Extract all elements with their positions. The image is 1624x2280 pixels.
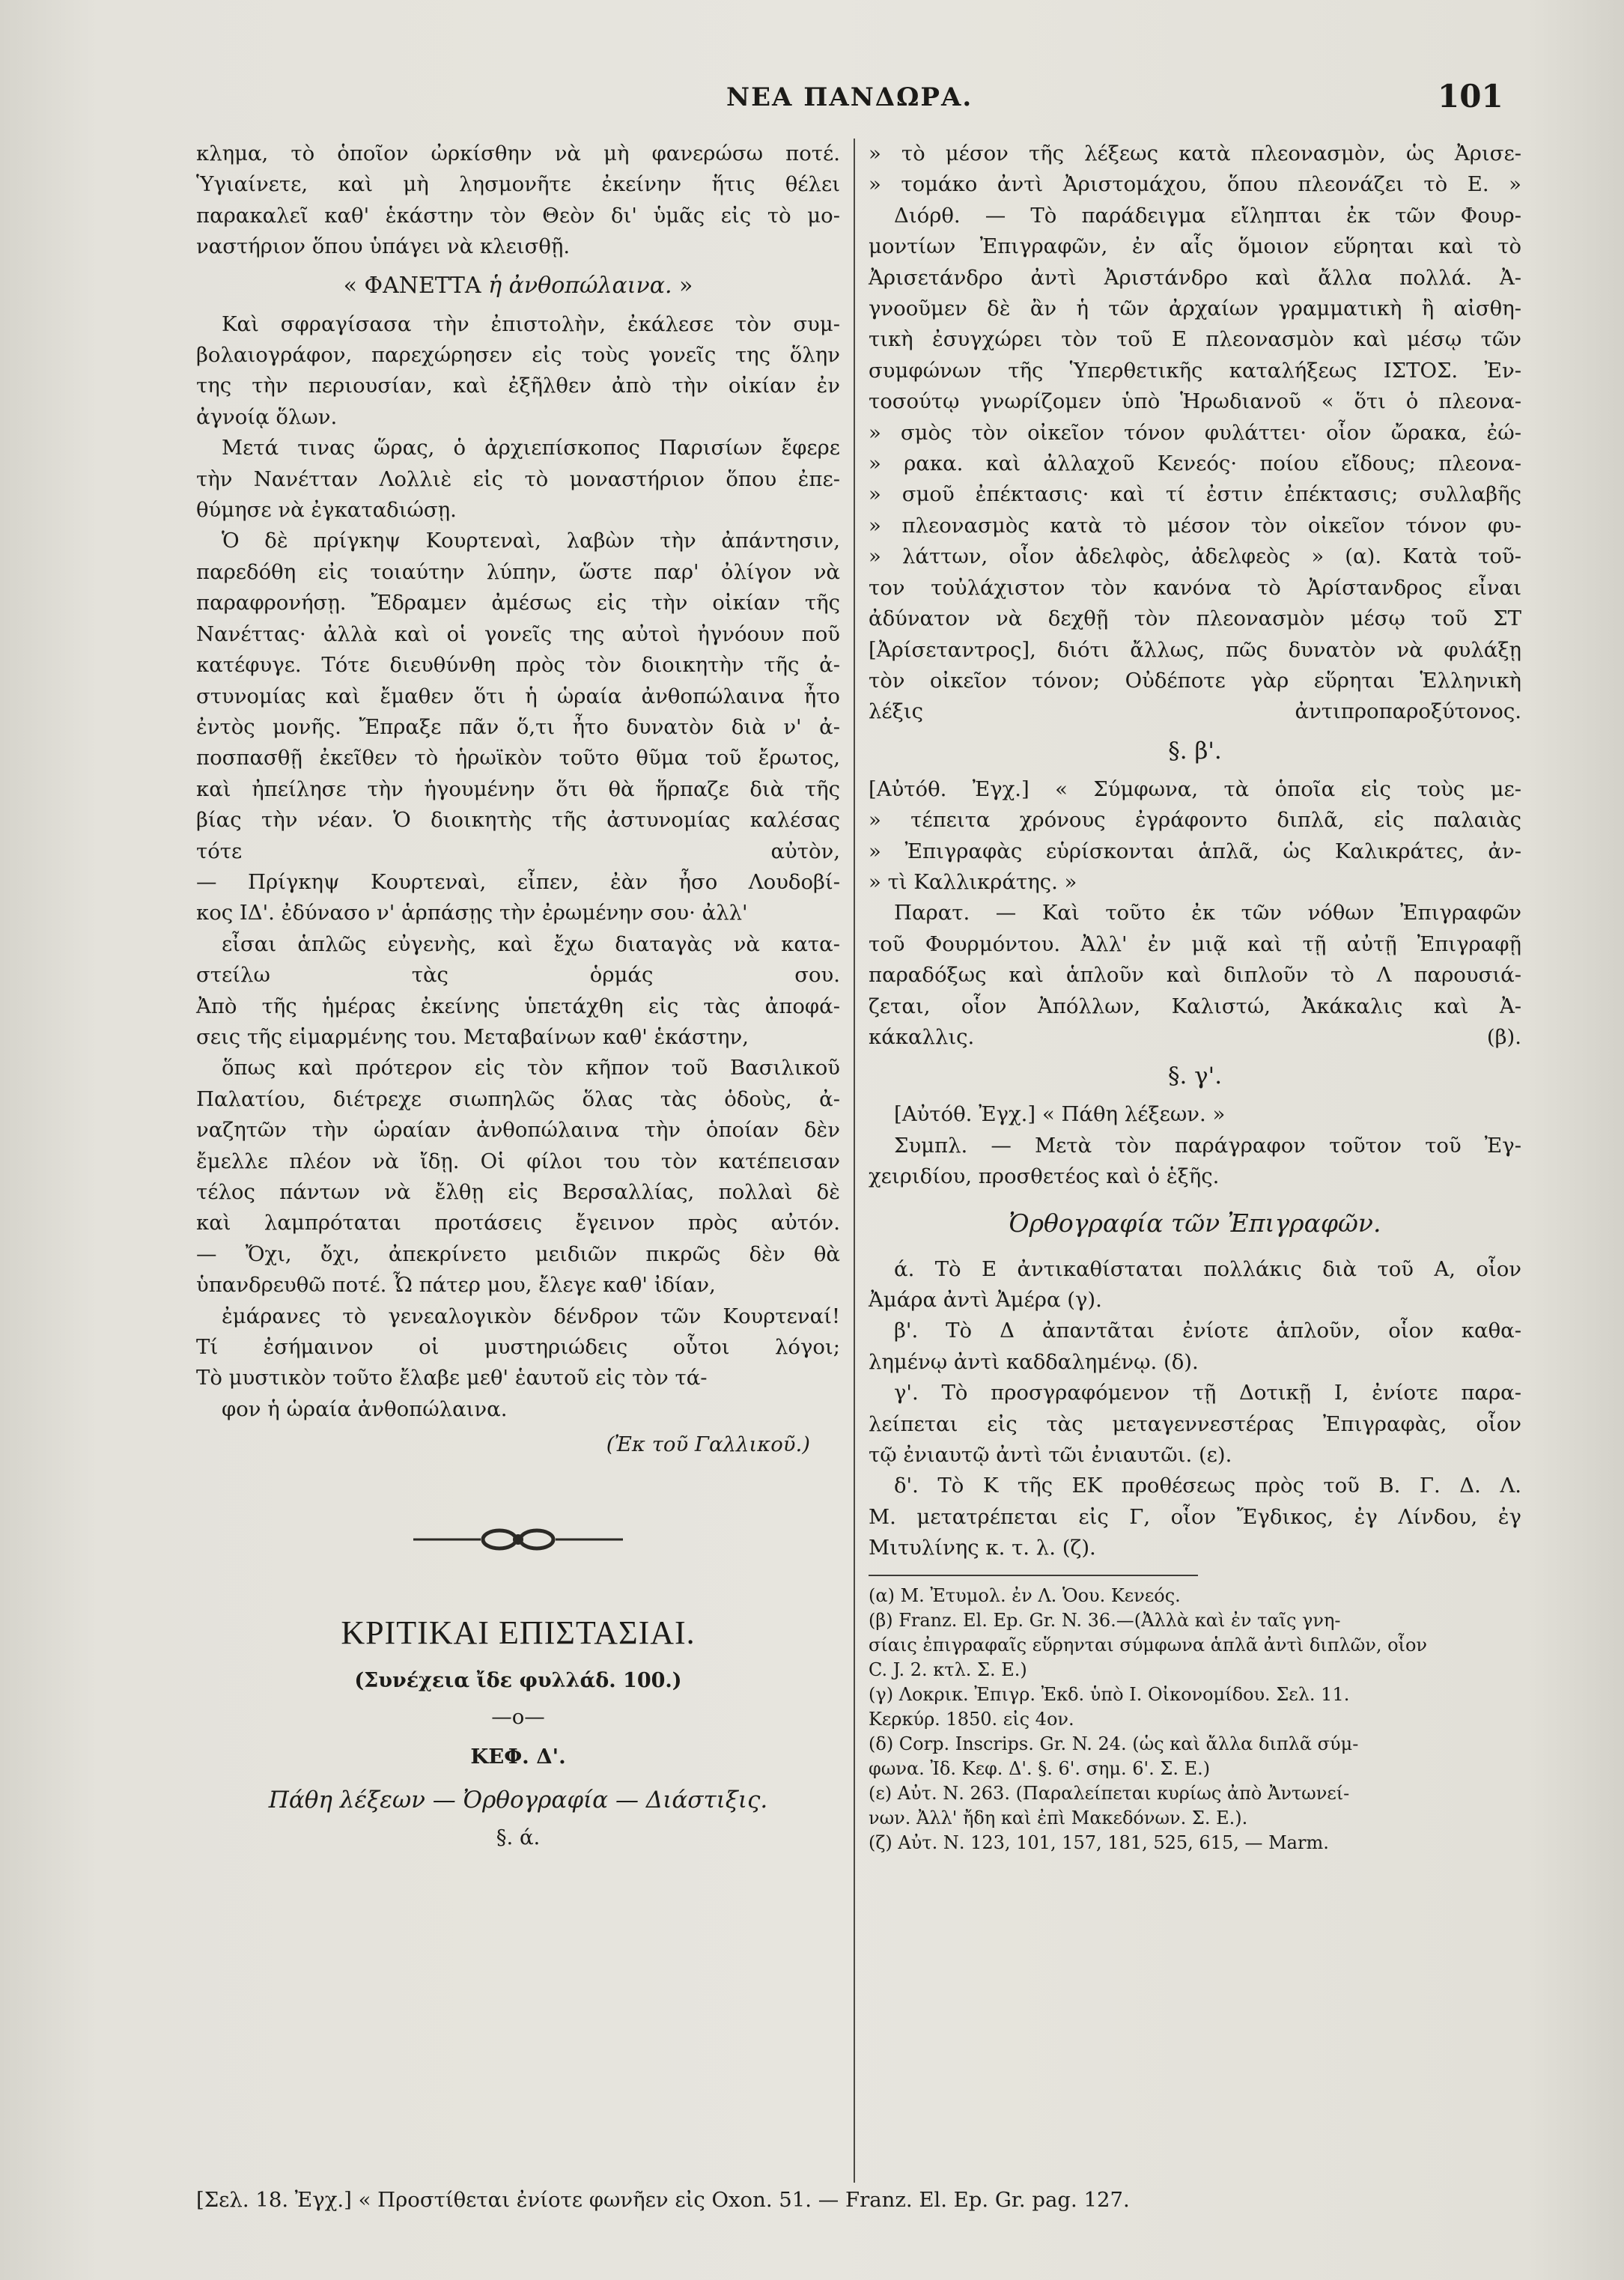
text-line: τον τοὐλάχιστον τὸν κανόνα τὸ Ἀρίστανδρος εἶναι	[869, 575, 1521, 600]
text-line: β'. Τὸ Δ ἀπαντᾶται ἐνίοτε ἁπλοῦν, οἷον καθα-	[894, 1319, 1521, 1343]
section-sign-c: §. γ'.	[1167, 1063, 1223, 1090]
text-line: παραδόξως καὶ ἁπλοῦν καὶ διπλοῦν τὸ Λ παρουσιά-	[869, 963, 1521, 988]
footnote-line: (β) Franz. El. Ep. Gr. N. 36.—(Ἀλλὰ καὶ ἐν ταῖς γνη-	[869, 1609, 1341, 1631]
text-line: της τὴν περιουσίαν, καὶ ἐξῆλθεν ἀπὸ τὴν οἰκίαν ἐν	[196, 374, 840, 398]
text-line: κλημα, τὸ ὁποῖον ὠρκίσθην νὰ μὴ φανερώσω ποτέ.	[196, 142, 840, 165]
text-line: ὅπως καὶ πρότερον εἰς τὸν κῆπον τοῦ Βασιλικοῦ	[222, 1056, 840, 1080]
text-line: Μετά τινας ὥρας, ὁ ἀρχιεπίσκοπος Παρισίων ἔφερε	[222, 436, 840, 460]
text-line: Παλατίου, διέτρεχε σιωπηλῶς ὅλας τὰς ὁδοὺς, ἀ-	[196, 1086, 840, 1111]
text-line: φον ἡ ὡραία ἀνθοπώλαινα.	[222, 1396, 508, 1421]
footnote-line: σίαις ἐπιγραφαῖς εὕρηνται σύμφωνα ἁπλᾶ ἀντὶ διπλῶν, οἷον	[869, 1634, 1427, 1656]
text-line: Ὁ δὲ πρίγκηψ Κουρτεναὶ, λαβὼν τὴν ἀπάντησιν,	[222, 529, 840, 553]
column-divider	[854, 139, 855, 2183]
footnote-rule	[869, 1575, 1198, 1576]
text-line: Μιτυλίνης κ. τ. λ. (ζ).	[869, 1536, 1096, 1560]
text-line: [Αὐτόθ. Ἐγχ.] « Σύμφωνα, τὰ ὁποῖα εἰς τοὺς με-	[869, 776, 1521, 801]
text-line: ἀγνοίᾳ ὅλων.	[196, 404, 338, 429]
ornament-divider	[196, 1506, 840, 1573]
text-line: Καὶ σφραγίσασα τὴν ἐπιστολὴν, ἐκάλεσε τὸν συμ-	[222, 311, 840, 336]
continuation-note: (Συνέχεια ἴδε φυλλάδ. 100.)	[354, 1668, 682, 1692]
text-line: στυνομίας καὶ ἔμαθεν ὅτι ἡ ὡραία ἀνθοπώλαινα ἦτο	[196, 684, 840, 708]
text-line: γνοοῦμεν δὲ ἂν ἡ τῶν ἀρχαίων γραμματικὴ ἢ αἰσθη-	[869, 297, 1521, 321]
text-line: θύμησε νὰ ἐγκαταδιώσῃ.	[196, 498, 457, 523]
text-line: » Ἐπιγραφὰς εὑρίσκονται ἁπλᾶ, ὡς Καλικράτες, ἀν-	[869, 839, 1521, 863]
text-line: λέξις ἀντιπροπαροξύτονος.	[869, 699, 1521, 724]
text-line: δ'. Τὸ Κ τῆς ΕΚ προθέσεως πρὸς τοῦ Β. Γ. Δ. Λ.	[894, 1474, 1521, 1498]
text-line: Διόρθ. — Τὸ παράδειγμα εἴληπται ἐκ τῶν Φουρ-	[894, 203, 1521, 228]
text-line: » ρακα. καὶ ἀλλαχοῦ Κενεός· ποίου εἴδους; πλεονα-	[869, 452, 1521, 476]
page-number: 101	[1438, 78, 1503, 115]
text-line: ὑπανδρευθῶ ποτέ. Ὦ πάτερ μου, ἔλεγε καθ' ἰδίαν,	[196, 1273, 716, 1298]
text-line: τὸν οἰκεῖον τόνον; Οὐδέποτε γὰρ εὕρηται Ἑλληνικὴ	[869, 668, 1521, 693]
text-line: γ'. Τὸ προσγραφόμενον τῇ Δοτικῇ Ι, ἐνίοτε παρα-	[894, 1381, 1521, 1405]
text-line: Ἀπὸ τῆς ἡμέρας ἐκείνης ὑπετάχθη εἰς τὰς ἀποφά-	[196, 994, 840, 1018]
chapter-topics: Πάθη λέξεων — Ὀρθογραφία — Διάστιξις.	[268, 1786, 768, 1814]
footnote-line: (α) Μ. Ἐτυμολ. ἐν Λ. Ὁου. Κενεός.	[869, 1584, 1181, 1606]
right-block-2	[869, 774, 1521, 1054]
footnote-line: (ε) Αὐτ. Ν. 263. (Παραλείπεται κυρίως ἀπὸ Ἀντωνεί-	[869, 1782, 1350, 1804]
section-sign-b: §. β'.	[1168, 737, 1222, 764]
text-line: Ὑγιαίνετε, καὶ μὴ λησμονῆτε ἐκείνην ἥτις θέλει	[196, 172, 840, 197]
text-line: μοντίων Ἐπιγραφῶν, ἐν αἷς ὅμοιον εὕρηται καὶ τὸ	[869, 234, 1521, 259]
text-line: παρεδόθη εἰς τοιαύτην λύπην, ὥστε παρ' ὀλίγον νὰ	[196, 559, 840, 584]
text-line: Ἀμάρα ἀντὶ Ἀμέρα (γ).	[869, 1288, 1102, 1312]
source-credit: (Ἐκ τοῦ Γαλλικοῦ.)	[606, 1432, 810, 1457]
text-line: τέλος πάντων νὰ ἔλθῃ εἰς Βερσαλλίας, πολλαὶ δὲ	[196, 1180, 840, 1204]
text-line: χειριδίου, προσθετέος καὶ ὁ ἑξῆς.	[869, 1164, 1220, 1189]
text-line: [Αὐτόθ. Ἐγχ.] « Πάθη λέξεων. »	[894, 1102, 1226, 1127]
text-line: ποσπασθῇ ἐκεῖθεν τὸ ἡρωϊκὸν τοῦτο θῦμα τοῦ ἔρωτος,	[196, 746, 840, 770]
text-line: ἐντὸς μονῆς. Ἔπραξε πᾶν ὅ,τι ἦτο δυνατὸν διὰ ν' ἀ-	[196, 714, 840, 739]
text-line: ναζητῶν τὴν ὡραίαν ἀνθοπώλαινα τὴν ὁποίαν δὲν	[196, 1118, 840, 1143]
text-line: στείλω τὰς ὁρμάς σου.	[196, 963, 840, 988]
separator-mark: —o—	[491, 1704, 545, 1729]
text-line: » τὸ μέσον τῆς λέξεως κατὰ πλεονασμὸν, ὡς Ἀρισε-	[869, 142, 1521, 165]
footnote-line: (δ) Corp. Inscrips. Gr. N. 24. (ὡς καὶ ἄλλα διπλᾶ σύμ-	[869, 1733, 1359, 1754]
paragraph-sign: §. ά.	[496, 1825, 541, 1849]
text-line: » τὶ Καλλικράτης. »	[869, 869, 1077, 894]
text-line: Νανέττας· ἀλλὰ καὶ οἱ γονεῖς της αὐτοὶ ἠγνόουν ποῦ	[196, 621, 840, 646]
footnote-line: νων. Ἀλλ' ἤδη καὶ ἐπὶ Μακεδόνων. Σ. Ε.).	[869, 1807, 1248, 1828]
text-line: — Ὄχι, ὄχι, ἀπεκρίνετο μειδιῶν πικρῶς δὲν θὰ	[196, 1241, 840, 1266]
right-block-4	[869, 1254, 1521, 1564]
right-block-3	[869, 1099, 1521, 1192]
text-line: βίας τὴν νέαν. Ὁ διοικητὴς τῆς ἀστυνομίας καλέσας	[196, 808, 840, 833]
text-line: » σμὸς τὸν οἰκεῖον τόνον φυλάττει· οἷον ὤρακα, ἐώ-	[869, 420, 1521, 445]
text-line: » τομάκο ἀντὶ Ἀριστομάχου, ὅπου πλεονάζει τὸ Ε. »	[869, 172, 1521, 197]
text-line: » τέπειτα χρόνους ἐγράφοντο διπλᾶ, εἰς παλαιὰς	[869, 808, 1521, 833]
text-line: παρακαλεῖ καθ' ἑκάστην τὸν Θεὸν δι' ὑμᾶς εἰς τὸ μο-	[196, 203, 840, 228]
text-line: ά. Τὸ Ε ἀντικαθίσταται πολλάκις διὰ τοῦ Α, οἷον	[894, 1256, 1521, 1281]
letter-signature: « ΦΑΝΕΤΤΑ ἡ ἀνθοπώλαινα. »	[343, 272, 693, 299]
text-line: συμφώνων τῆς Ὑπερθετικῆς καταλήξεως ΙΣΤΟΣ. Ἐν-	[869, 358, 1521, 383]
text-line: παραφρονήσῃ. Ἔδραμεν ἀμέσως εἰς τὴν οἰκίαν τῆς	[196, 591, 840, 615]
bottom-spanning-line: [Σελ. 18. Ἐγχ.] « Προστίθεται ἐνίοτε φωνῆεν εἰς Oxon. 51. — Franz. El. Ep. Gr. pag. 127.	[196, 2188, 1130, 2212]
right-column	[869, 139, 1521, 1855]
text-line: τότε αὐτὸν,	[196, 839, 840, 863]
text-line: Ἀρισετάνδρο ἀντὶ Ἀριστάνδρο καὶ ἄλλα πολλά. Ἀ-	[869, 265, 1521, 290]
running-title: ΝΕΑ ΠΑΝΔΩΡΑ.	[726, 82, 973, 112]
text-line: βολαιογράφον, παρεχώρησεν εἰς τοὺς γονεῖς της ὅλην	[196, 343, 840, 368]
text-line: τοῦ Φουρμόντου. Ἀλλ' ἐν μιᾷ καὶ τῇ αὐτῇ Ἐπιγραφῇ	[869, 931, 1521, 956]
text-line: » σμοῦ ἐπέκτασις· καὶ τί ἐστιν ἐπέκτασις; συλλαβῆς	[869, 482, 1521, 507]
text-line: καὶ λαμπρόταται προτάσεις ἔγεινον πρὸς αὐτόν.	[196, 1211, 840, 1235]
text-line: τοσούτῳ γνωρίζομεν ὑπὸ Ἡρωδιανοῦ « ὅτι ὁ πλεονα-	[869, 389, 1521, 414]
text-line: ἐμάρανες τὸ γενεαλογικὸν δένδρον τῶν Κουρτεναί!	[222, 1304, 840, 1328]
footnote-line: C. J. 2. κτλ. Σ. Ε.)	[869, 1659, 1027, 1680]
footnotes	[869, 1584, 1521, 1855]
text-line: Μ. μετατρέπεται εἰς Γ, οἷον Ἔγδικος, ἐγ Λίνδου, ἐγ	[869, 1504, 1521, 1529]
footnote-line: φωνα. Ἰδ. Κεφ. Δ'. §. 6'. σημ. 6'. Σ. Ε.)	[869, 1757, 1211, 1779]
text-line: » πλεονασμὸς κατὰ τὸ μέσον τὸν οἰκεῖον τόνον φυ-	[869, 513, 1521, 538]
text-line: ναστήριον ὅπου ὑπάγει νὰ κλεισθῇ.	[196, 234, 571, 259]
text-line: τικὴ ἐσυγχώρει τὸν τοῦ Ε πλεονασμὸν καὶ μέσῳ τῶν	[869, 327, 1521, 352]
section-heading: ΚΡΙΤΙΚΑΙ ΕΠΙΣΤΑΣΙΑΙ.	[341, 1614, 696, 1651]
footnote-line: (ζ) Αὐτ. Ν. 123, 101, 157, 181, 525, 615, — Marm.	[869, 1831, 1329, 1853]
text-line: » λάττων, οἷον ἀδελφὸς, ἀδελφεὸς » (α). Κατὰ τοῦ-	[869, 544, 1521, 569]
text-line: λείπεται εἰς τὰς μεταγεννεστέρας Ἐπιγραφὰς, οἷον	[869, 1411, 1521, 1436]
text-line: σεις τῆς εἱμαρμένης του. Μεταβαίνων καθ' ἑκάστην,	[196, 1024, 749, 1049]
footnote-line: (γ) Λοκρικ. Ἐπιγρ. Ἐκδ. ὑπὸ Ι. Οἰκονομίδου. Σελ. 11.	[869, 1683, 1350, 1705]
text-line: καὶ ἠπείλησε τὴν ἡγουμένην ὅτι θὰ ἥρπαζε διὰ τῆς	[196, 776, 840, 801]
text-line: Τὸ μυστικὸν τοῦτο ἔλαβε μεθ' ἑαυτοῦ εἰς τὸν τά-	[196, 1366, 708, 1390]
story-paragraph-1	[196, 139, 840, 263]
text-line: κος ΙΔ'. ἐδύνασο ν' ἁρπάσῃς τὴν ἐρωμένην σου· ἀλλ'	[196, 901, 748, 925]
text-line: ζεται, οἷον Ἀπόλλων, Καλιστώ, Ἀκάκαλις καὶ Ἀ-	[869, 994, 1521, 1018]
text-line: Παρατ. — Καὶ τοῦτο ἐκ τῶν νόθων Ἐπιγραφῶν	[894, 901, 1521, 925]
text-line: — Πρίγκηψ Κουρτεναὶ, εἶπεν, ἐὰν ἦσο Λουδοβί-	[196, 869, 840, 894]
text-line: [Ἀρίσεταντρος], διότι ἄλλως, πῶς δυνατὸν νὰ φυλάξῃ	[869, 637, 1521, 662]
text-line: Συμπλ. — Μετὰ τὸν παράγραφον τοῦτον τοῦ Ἐγ-	[894, 1133, 1521, 1158]
chapter-label: ΚΕΦ. Δ'.	[470, 1744, 566, 1769]
left-column	[196, 139, 840, 1853]
text-line: λημένῳ ἀντὶ καδδαλημένῳ. (δ).	[869, 1349, 1199, 1374]
text-line: ἀδύνατον νὰ δεχθῇ τὸν πλεονασμὸν μέσῳ τοῦ ΣΤ	[869, 607, 1521, 631]
text-line: Τί ἐσήμαινον οἱ μυστηριώδεις οὗτοι λόγοι;	[196, 1335, 840, 1360]
text-line: τὴν Νανέτταν Λολλιὲ εἰς τὸ μοναστήριον ὅπου ἐπε-	[196, 466, 840, 491]
text-line: κατέφυγε. Τότε διευθύνθη πρὸς τὸν διοικητὴν τῆς ἀ-	[196, 653, 840, 678]
text-line: κάκαλλις. (β).	[869, 1024, 1521, 1049]
footnote-line: Κερκύρ. 1850. εἰς 4ον.	[869, 1708, 1074, 1730]
running-head	[0, 78, 1624, 123]
subsection-heading: Ὀρθογραφία τῶν Ἐπιγραφῶν.	[1009, 1208, 1381, 1238]
text-line: εἶσαι ἁπλῶς εὐγενὴς, καὶ ἔχω διαταγὰς νὰ κατα-	[222, 931, 840, 956]
story-paragraph-2	[196, 309, 840, 1426]
right-block-1	[869, 139, 1521, 728]
text-line: ἔμελλε πλέον νὰ ἴδῃ. Οἱ φίλοι του τὸν κατέπεισαν	[196, 1149, 840, 1173]
text-line: τῷ ἐνιαυτῷ ἀντὶ τῶι ἐνιαυτῶι. (ε).	[869, 1443, 1232, 1468]
